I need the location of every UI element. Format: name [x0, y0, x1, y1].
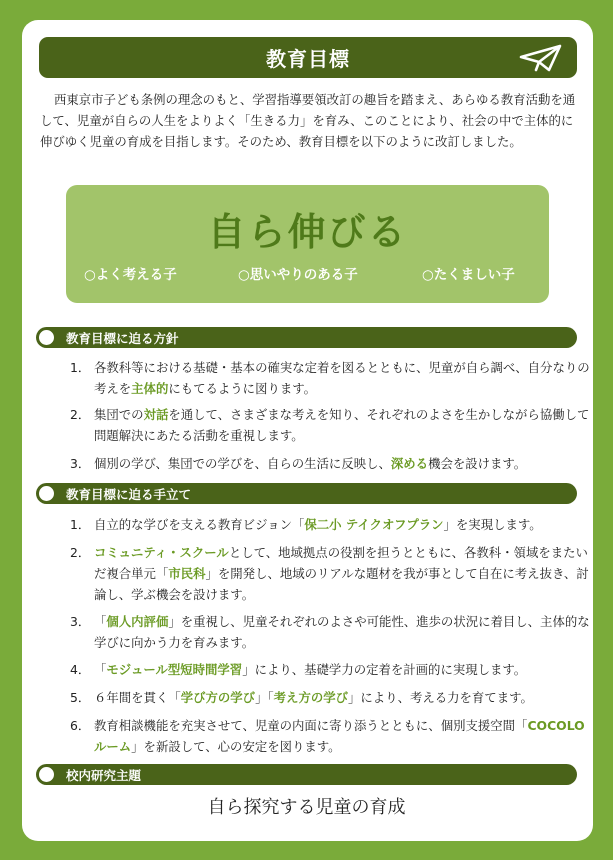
item-number: 1．	[70, 517, 91, 532]
item-number: 4．	[70, 662, 91, 677]
highlight: 学び方の学び	[180, 690, 256, 705]
item-text: 集団での対話を通して、さまざまな考えを知り、それぞれのよさを生かしながら協働して問題解決にあたる活動を重視します。	[94, 407, 590, 443]
highlight: 保二小 テイクオフプラン	[304, 517, 444, 532]
research-theme: 自ら探究する児童の育成	[207, 797, 406, 818]
highlight: 主体的	[131, 381, 169, 396]
bullet-circle-icon	[39, 486, 54, 501]
goal-2: ○思いやりのある子	[238, 267, 358, 283]
title-banner	[39, 37, 577, 78]
item-number: 5．	[70, 690, 91, 705]
goal-1: ○よく考える子	[84, 267, 177, 283]
item-text: 「個人内評価」を重視し、児童それぞれのよさや可能性、進歩の状況に着目し、主体的な学びに向かう力を育みます。	[94, 614, 590, 650]
motto-box	[66, 185, 549, 303]
highlight: 考え方の学び	[273, 690, 349, 705]
bullet-circle-icon	[39, 767, 54, 782]
item-number: 2．	[70, 545, 91, 560]
highlight: COCOLO ルーム	[94, 718, 585, 754]
motto-main: 自ら伸びる	[207, 210, 408, 254]
item-number: 6．	[70, 718, 91, 733]
goal-3: ○たくましい子	[422, 267, 515, 283]
research-heading-bar	[36, 764, 577, 785]
highlight: 対話	[143, 407, 169, 422]
item-text: 個別の学び、集団での学びを、自らの生活に反映し、深める機会を設けます。	[94, 456, 527, 471]
measures-heading: 教育目標に迫る手立て	[66, 487, 192, 502]
page-title: 教育目標	[266, 47, 350, 71]
research-heading: 校内研究主題	[66, 768, 142, 783]
highlight: 深める	[390, 456, 429, 471]
item-text: ６年間を貫く「学び方の学び」「考え方の学び」により、考える力を育てます。	[94, 690, 533, 705]
item-text: 各教科等における基礎・基本の確実な定着を図るとともに、児童が自ら調べ、自分なりの考えを主体的にもてるように図ります。	[94, 360, 590, 396]
item-text: コミュニティ・スクールとして、地域拠点の役割を担うとともに、各教科・領域をまたいだ複合単元「市民科」を開発し、地域のリアルな題材を我が事として自在に考え抜き、討論し、学ぶ機会を設けます。	[94, 545, 589, 602]
paper-plane-icon	[519, 43, 563, 73]
policy-heading-bar	[36, 327, 577, 348]
item-number: 3．	[70, 456, 91, 471]
item-text: 自立的な学びを支える教育ビジョン「保二小 テイクオフプラン」を実現します。	[94, 517, 542, 532]
measures-heading-bar	[36, 483, 577, 504]
item-number: 1．	[70, 360, 91, 375]
item-text: 「モジュール型短時間学習」により、基礎学力の定着を計画的に実現します。	[94, 662, 527, 677]
item-number: 2．	[70, 407, 91, 422]
highlight: 市民科	[168, 566, 206, 581]
highlight: コミュニティ・スクール	[94, 545, 229, 560]
intro-paragraph: 西東京市子ども条例の理念のもと、学習指導要領改訂の趣旨を踏まえ、あらゆる教育活動を通して、児童が自らの人生をよりよく「生きる力」を育み、このことにより、社会の中で主体的に伸びゆく児童の育成を目指します。そのため、教育目標を以下のように改訂しました。	[40, 92, 576, 149]
highlight: モジュール型短時間学習	[106, 662, 243, 677]
item-number: 3．	[70, 614, 91, 629]
policy-heading: 教育目標に迫る方針	[66, 331, 179, 346]
highlight: 個人内評価	[106, 614, 169, 629]
item-text: 教育相談機能を充実させて、児童の内面に寄り添うとともに、個別支援空間「COCOLO ルーム」を新設して、心の安定を図ります。	[94, 718, 585, 754]
bullet-circle-icon	[39, 330, 54, 345]
